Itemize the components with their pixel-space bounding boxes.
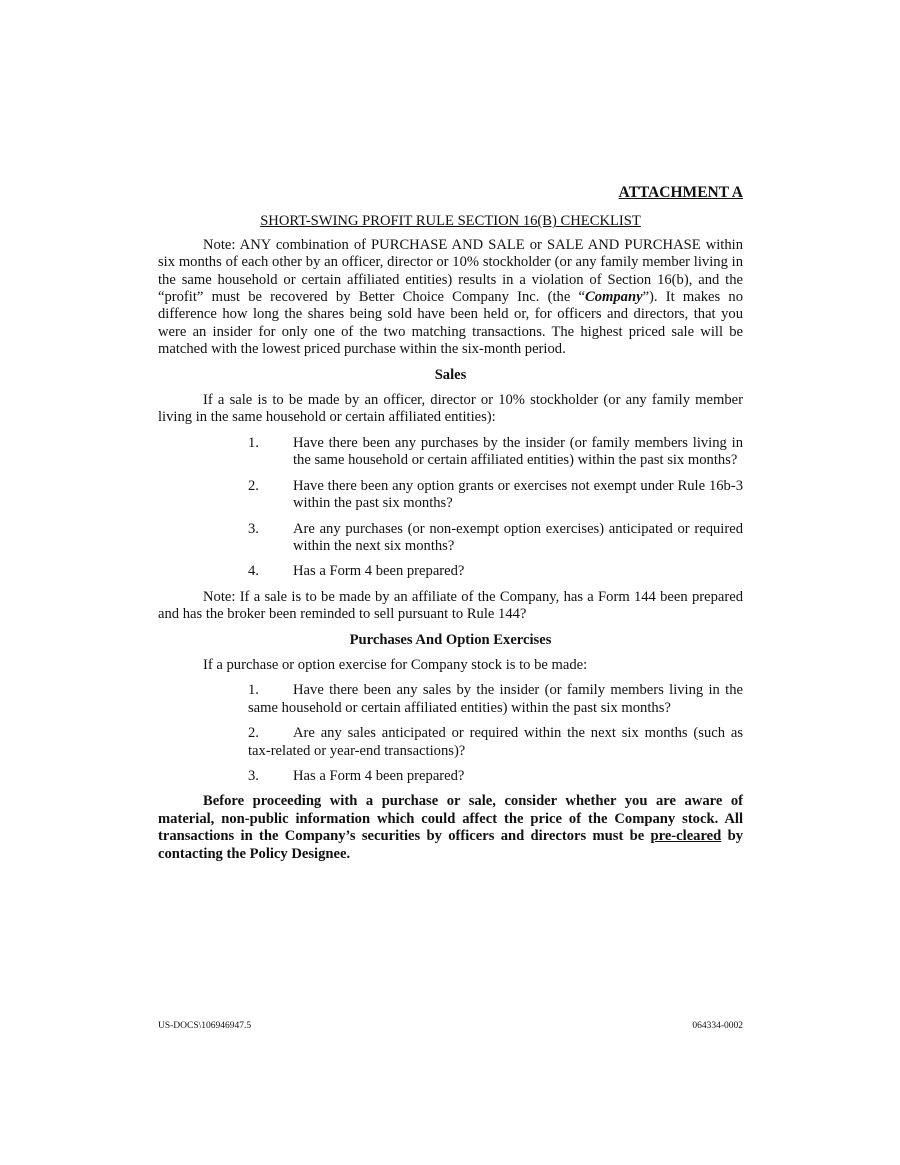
item-text: Have there been any purchases by the insider (or family members living in the same household or certain affiliated entities) within the past six months?	[293, 434, 743, 469]
intro-note-text-1: Note: ANY combination of PURCHASE AND SALE or SALE AND PURCHASE within six months of each other by an officer, director or 10% stockholder (or any family member living in the same household or certain affiliated entities) results in a violation of Section 16(b), and the “profit” must be recovered by Better Choice Company Inc. (the “	[158, 236, 743, 306]
item-number: 3.	[248, 767, 259, 784]
item-text: Have there been any sales by the insider (or family members living in the same household or certain affiliated entities) within the past six months?	[248, 682, 743, 716]
item-text: Has a Form 4 been prepared?	[293, 767, 465, 784]
list-item	[248, 563, 743, 580]
document-id-footer: US-DOCS\106946947.5	[158, 1021, 252, 1031]
attachment-label: ATTACHMENT A	[618, 184, 743, 201]
item-number: 1.	[248, 682, 259, 699]
sales-heading: Sales	[434, 366, 467, 383]
preclearance-notice	[158, 793, 743, 863]
item-text: Has a Form 4 been prepared?	[293, 563, 465, 580]
checklist-title: SHORT-SWING PROFIT RULE SECTION 16(B) CHECKLIST	[260, 213, 641, 230]
purchases-intro: If a purchase or option exercise for Company stock is to be made:	[203, 656, 588, 673]
list-item	[248, 725, 743, 760]
list-item	[248, 435, 743, 470]
item-text: Are any purchases (or non-exempt option exercises) anticipated or required within the next six months?	[293, 520, 743, 554]
item-number: 1.	[248, 434, 259, 451]
item-number: 3.	[248, 520, 259, 537]
item-number: 2.	[248, 477, 259, 494]
purchases-checklist	[158, 682, 743, 785]
preclearance-text-1: Before proceeding with a purchase or sale, consider whether you are aware of material, non-public information which could affect the price of the Company stock. All transactions in the Company’s securities by officers and directors must be	[158, 793, 743, 845]
item-number: 2.	[248, 725, 259, 742]
list-item	[248, 682, 743, 717]
intro-note	[158, 237, 743, 359]
item-text: Are any sales anticipated or required within the next six months (such as tax-related or year-end transactions)?	[248, 725, 743, 759]
purchases-heading: Purchases And Option Exercises	[349, 631, 552, 648]
intro-note-text-2: ”). It makes no difference how long the shares being sold have been held or, for officers and directors, that you were an insider for only one of the two matching transactions. The highest priced sale will be matched with the lowest priced purchase within the six-month period.	[158, 289, 743, 358]
sales-checklist	[158, 435, 743, 581]
document-body	[158, 184, 743, 863]
item-text: Have there been any option grants or exercises not exempt under Rule 16b-3 within the past six months?	[293, 477, 743, 512]
list-item	[248, 478, 743, 513]
matter-number-footer: 064334-0002	[692, 1021, 743, 1031]
company-defined-term: Company	[585, 289, 643, 306]
pre-cleared-emphasis: pre-cleared	[650, 828, 722, 845]
sales-intro: If a sale is to be made by an officer, director or 10% stockholder (or any family member living in the same household or certain affiliated entities):	[158, 392, 743, 426]
list-item	[248, 768, 743, 785]
preclearance-text-2: by contacting the Policy Designee.	[158, 828, 743, 862]
list-item	[248, 521, 743, 556]
item-number: 4.	[248, 563, 259, 580]
affiliate-note: Note: If a sale is to be made by an affiliate of the Company, has a Form 144 been prepared and has the broker been reminded to sell pursuant to Rule 144?	[158, 588, 743, 623]
